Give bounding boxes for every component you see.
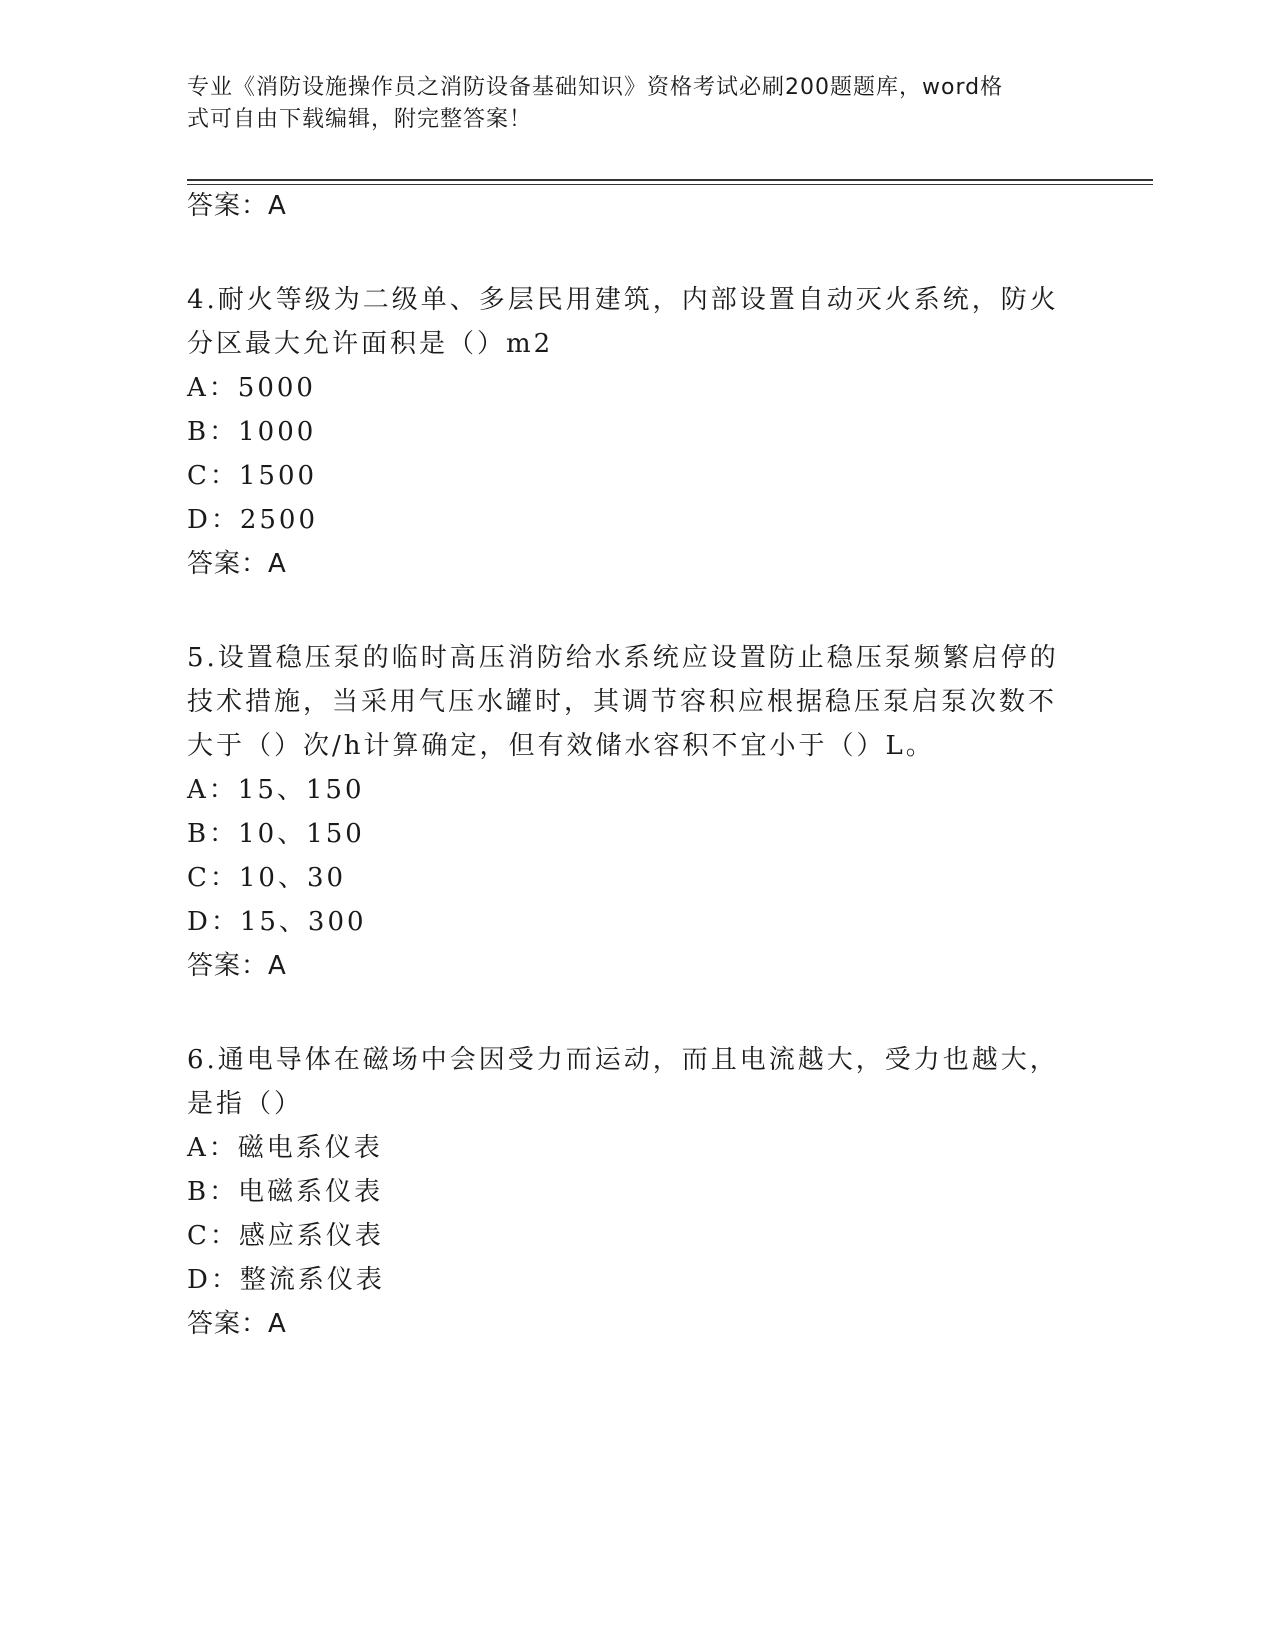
question-6-option-a: A：磁电系仪表 bbox=[187, 1133, 383, 1163]
question-5-answer: 答案：A bbox=[187, 951, 287, 981]
question-5-option-b: B：10、150 bbox=[187, 819, 365, 849]
header-divider-thick bbox=[187, 179, 1153, 181]
question-6-answer: 答案：A bbox=[187, 1309, 287, 1339]
answer-previous: 答案：A bbox=[187, 191, 287, 221]
question-6-stem-line-1: 6.通电导体在磁场中会因受力而运动，而且电流越大，受力也越大， bbox=[187, 1045, 1059, 1075]
question-4-option-c: C：1500 bbox=[187, 461, 318, 491]
question-5-option-a: A：15、150 bbox=[187, 775, 365, 805]
header-divider-thin bbox=[187, 184, 1153, 185]
question-4-stem-line-1: 4.耐火等级为二级单、多层民用建筑，内部设置自动灭火系统，防火 bbox=[187, 285, 1059, 315]
question-4-option-a: A：5000 bbox=[187, 373, 316, 403]
question-5-stem-line-1: 5.设置稳压泵的临时高压消防给水系统应设置防止稳压泵频繁启停的 bbox=[187, 643, 1059, 673]
question-5-option-d: D：15、300 bbox=[187, 907, 367, 937]
question-4-option-b: B：1000 bbox=[187, 417, 317, 447]
document-header bbox=[187, 72, 1087, 136]
question-4-stem-line-2: 分区最大允许面积是（）m2 bbox=[187, 329, 554, 359]
question-6-stem-line-2: 是指（） bbox=[187, 1089, 304, 1119]
question-6-option-c: C：感应系仪表 bbox=[187, 1221, 384, 1251]
header-line-1: 专业《消防设施操作员之消防设备基础知识》资格考试必刷200题题库，word格 bbox=[187, 75, 1004, 100]
question-4-answer: 答案：A bbox=[187, 549, 287, 579]
question-5-option-c: C：10、30 bbox=[187, 863, 347, 893]
question-4-option-d: D：2500 bbox=[187, 505, 319, 535]
question-6-option-b: B：电磁系仪表 bbox=[187, 1177, 384, 1207]
question-6-option-d: D：整流系仪表 bbox=[187, 1265, 385, 1295]
question-5-stem-line-3: 大于（）次/h计算确定，但有效储水容积不宜小于（）L。 bbox=[187, 731, 935, 761]
header-line-2: 式可自由下载编辑，附完整答案！ bbox=[187, 107, 533, 132]
question-5-stem-line-2: 技术措施，当采用气压水罐时，其调节容积应根据稳压泵启泵次数不 bbox=[187, 687, 1058, 717]
